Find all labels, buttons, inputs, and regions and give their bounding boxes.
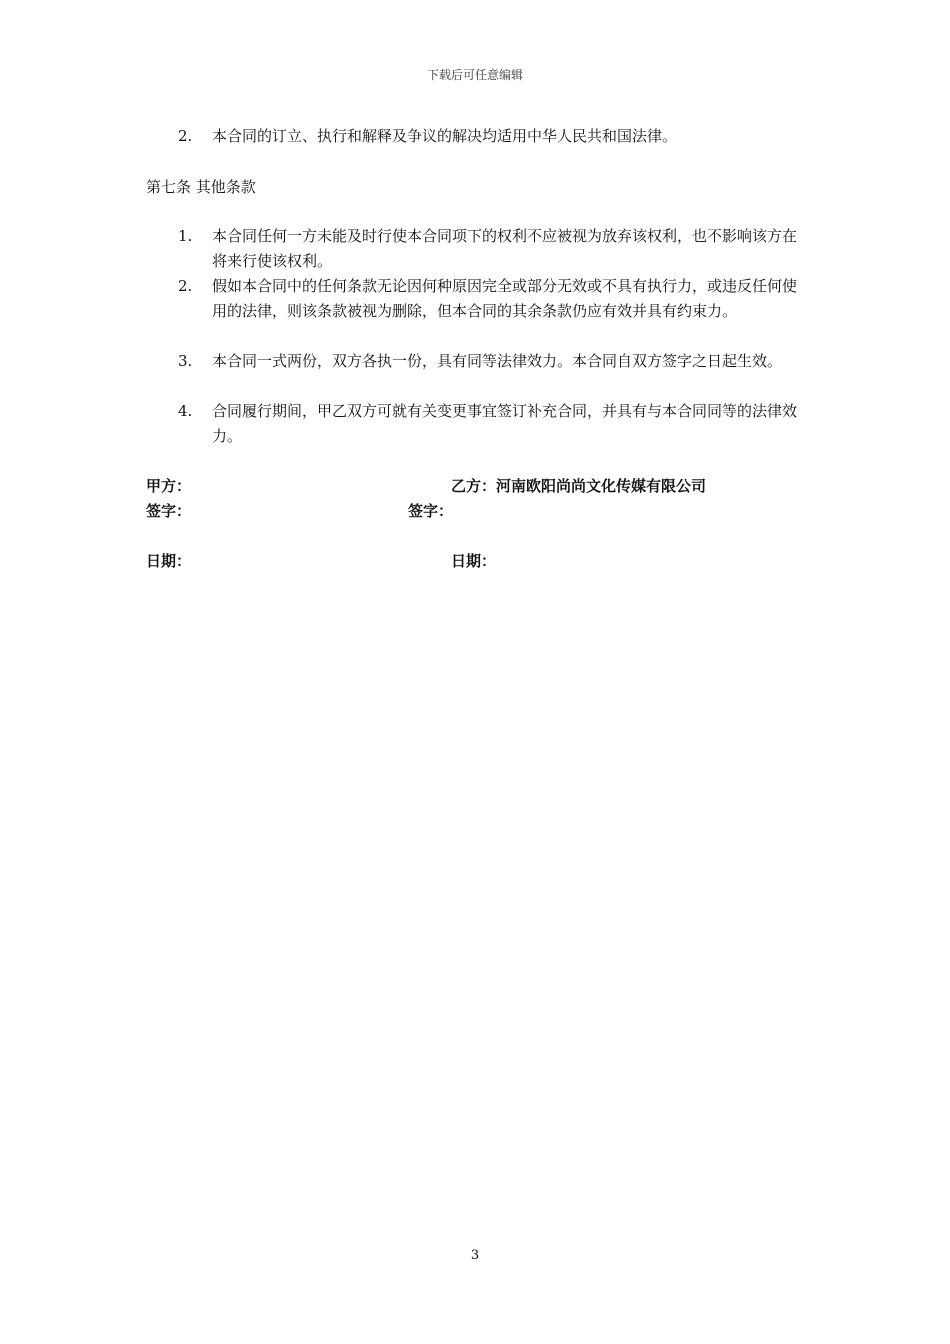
item-text: 本合同一式两份，双方各执一份，具有同等法律效力。本合同自双方签字之日起生效。 [212,352,783,370]
item-number: 2. [178,277,193,295]
clause-item-1 [178,224,808,274]
law-clause-item [178,124,808,149]
clause-item-2 [178,274,808,324]
party-a-label: 甲方： [146,477,192,495]
item-text: 本合同任何一方未能及时行使本合同项下的权利不应被视为放弃该权利，也不影响该方在将来行使该权利。 [212,227,798,270]
party-b-label: 乙方：河南欧阳尚尚文化传媒有限公司 [451,477,707,495]
date-a-label: 日期： [146,552,192,570]
clause-item-3 [178,349,808,374]
sign-b-label: 签字： [408,502,454,520]
page-header-note: 下载后可任意编辑 [426,68,523,82]
item-number: 1. [178,227,193,245]
item-number: 2. [178,127,193,145]
item-text: 本合同的订立、执行和解释及争议的解决均适用中华人民共和国法律。 [212,127,678,145]
date-b-label: 日期： [451,552,497,570]
item-text: 假如本合同中的任何条款无论因何种原因完全或部分无效或不具有执行力，或违反任何使用的法律，则该条款被视为删除，但本合同的其余条款仍应有效并具有约束力。 [212,277,798,320]
clause-item-4 [178,399,808,449]
section-title: 第七条 其他条款 [146,178,256,196]
item-number: 4. [178,402,193,420]
item-number: 3. [178,352,193,370]
sign-a-label: 签字： [146,502,192,520]
item-text: 合同履行期间，甲乙双方可就有关变更事宜签订补充合同，并具有与本合同同等的法律效力。 [212,402,798,445]
page-number: 3 [470,1248,480,1263]
